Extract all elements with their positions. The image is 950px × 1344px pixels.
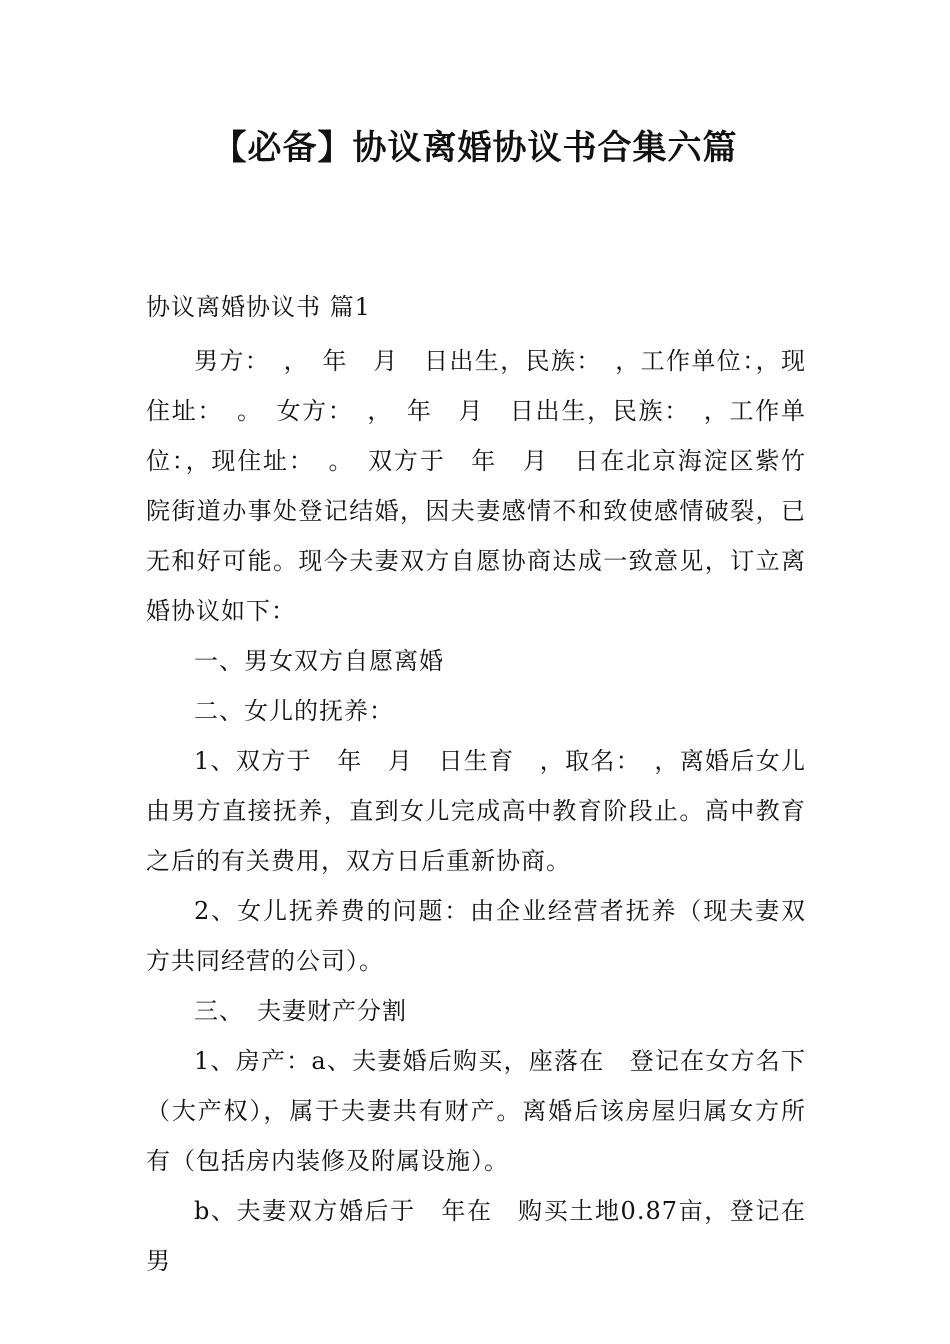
document-body bbox=[146, 282, 806, 1286]
paragraph-clause-3-item-1: 1、房产：a、夫妻婚后购买，座落在 登记在女方名下（大产权），属于夫妻共有财产。离婚后该房屋归属女方所有（包括房内装修及附属设施）。 bbox=[146, 1047, 806, 1175]
paragraph-clause-2-item-1: 1、双方于 年 月 日生育 ，取名： ，离婚后女儿由男方直接抚养，直到女儿完成高中教育阶段止。高中教育之后的有关费用，双方日后重新协商。 bbox=[146, 747, 806, 875]
paragraph-parties: 男方： ， 年 月 日出生，民族： ，工作单位：，现住址： 。 女方： ， 年 月 日出生，民族： ，工作单位：，现住址： 。 双方于 年 月 日在北京海淀区紫竹院街道办事处登记结婚，因夫妻感情不和致使感情破裂，已无和好可能。现今夫妻双方自愿协商达成一致意见，订立离婚协议如下： bbox=[146, 347, 806, 625]
paragraph-clause-3-item-1b: b、夫妻双方婚后于 年在 购买土地0.87亩，登记在男 bbox=[146, 1197, 806, 1275]
paragraph-clause-1: 一、男女双方自愿离婚 bbox=[194, 647, 444, 675]
paragraph-clause-3: 三、 夫妻财产分割 bbox=[194, 997, 407, 1025]
paragraph-clause-2: 二、女儿的抚养： bbox=[194, 697, 394, 725]
document-title: 【必备】协议离婚协议书合集六篇 bbox=[212, 128, 738, 168]
paragraph-clause-2-item-2: 2、女儿抚养费的问题：由企业经营者抚养（现夫妻双方共同经营的公司）。 bbox=[146, 897, 806, 975]
section-heading: 协议离婚协议书 篇1 bbox=[146, 293, 371, 321]
